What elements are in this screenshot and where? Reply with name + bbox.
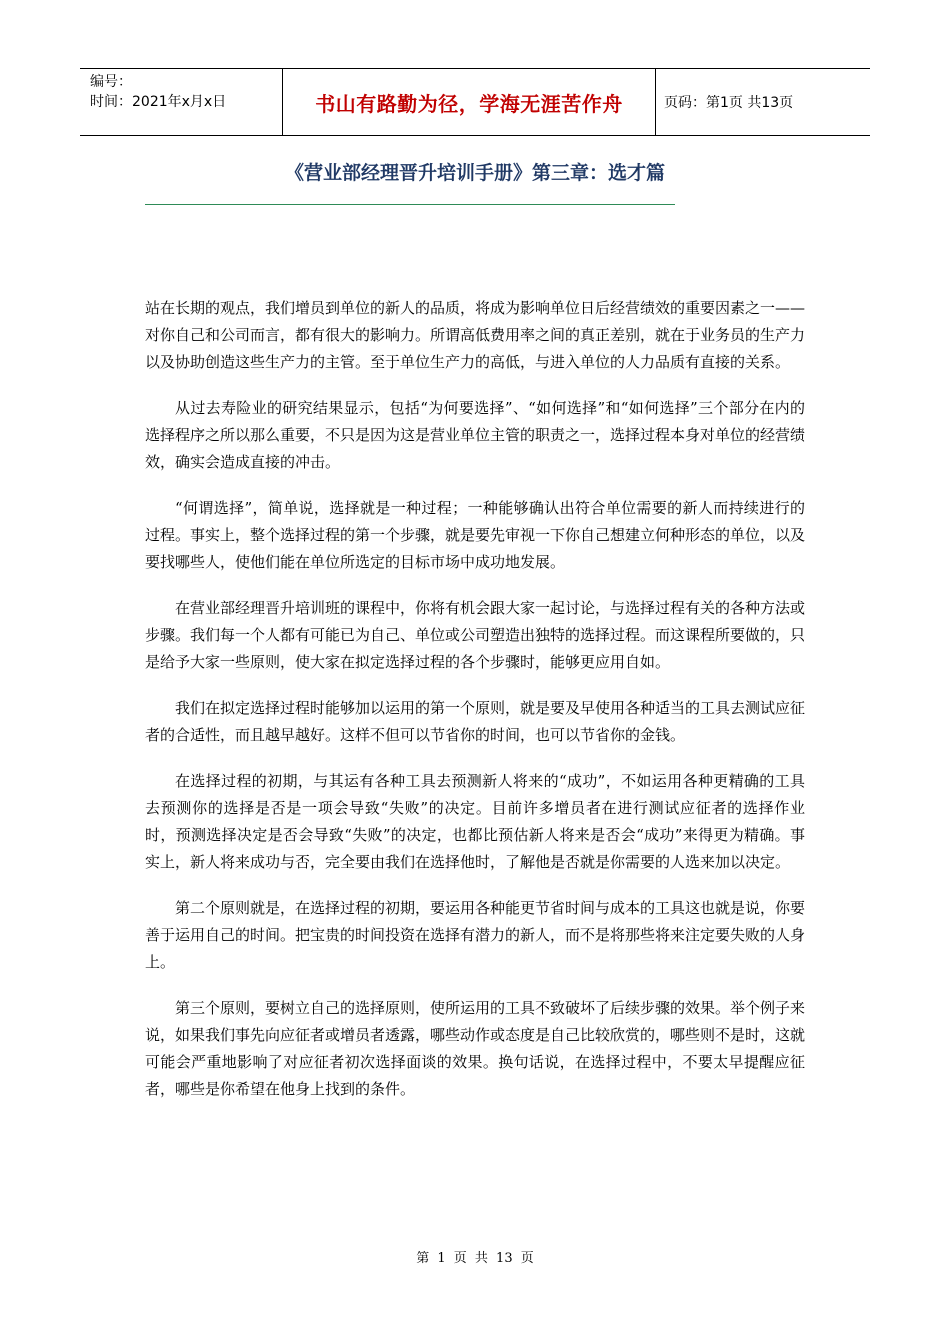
header-motto-cell [282,69,656,135]
header-motto: 书山有路勤为径，学海无涯苦作舟 [315,91,623,116]
header-table [80,68,870,136]
title-underline [145,204,675,205]
paragraph: 第三个原则，要树立自己的选择原则，使所运用的工具不致破坏了后续步骤的效果。举个例子来说，如果我们事先向应征者或增员者透露，哪些动作或态度是自己比较欣赏的，哪些则不是时，这就可能会严重地影响了对应征者初次选择面谈的效果。换句话说，在选择过程中，不要太早提醒应征者，哪些是你希望在他身上找到的条件。 [145,999,806,1098]
header-page-info: 页码：第1页 共13页 [664,95,794,111]
page-footer: 第 1 页 共 13 页 [416,1251,534,1266]
paragraph: 在营业部经理晋升培训班的课程中，你将有机会跟大家一起讨论，与选择过程有关的各种方法或步骤。我们每一个人都有可能已为自己、单位或公司塑造出独特的选择过程。而这课程所要做的，只是给予大家一些原则，使大家在拟定选择过程的各个步骤时，能够更应用自如。 [145,599,806,671]
paragraph: 第二个原则就是，在选择过程的初期，要运用各种能更节省时间与成本的工具这也就是说，你要善于运用自己的时间。把宝贵的时间投资在选择有潜力的新人，而不是将那些将来注定要失败的人身上。 [145,899,806,971]
paragraph: 从过去寿险业的研究结果显示，包括“为何要选择”、“如何选择”和“如何选择”三个部分在内的选择程序之所以那么重要，不只是因为这是营业单位主管的职责之一，选择过程本身对单位的经营绩效，确实会造成直接的冲击。 [145,399,806,471]
header-meta-cell [80,69,282,135]
header-page-cell [656,69,870,135]
paragraph: 在选择过程的初期，与其运有各种工具去预测新人将来的“成功”，不如运用各种更精确的工具去预测你的选择是否是一项会导致“失败”的决定。目前许多增员者在进行测试应征者的选择作业时，预测选择决定是否会导致“失败”的决定，也都比预估新人将来是否会“成功”来得更为精确。事实上，新人将来成功与否，完全要由我们在选择他时，了解他是否就是你需要的人选来加以决定。 [145,772,805,871]
paragraph: 站在长期的观点，我们增员到单位的新人的品质，将成为影响单位日后经营绩效的重要因素之一——对你自己和公司而言，都有很大的影响力。所谓高低费用率之间的真正差别，就在于业务员的生产力以及协助创造这些生产力的主管。至于单位生产力的高低，与进入单位的人力品质有直接的关系。 [145,299,806,371]
document-number-label: 编号： [90,74,132,90]
paragraph: “何谓选择”，简单说，选择就是一种过程；一种能够确认出符合单位需要的新人而持续进行的过程。事实上，整个选择过程的第一个步骤，就是要先审视一下你自己想建立何种形态的单位，以及要找哪些人，使他们能在单位所选定的目标市场中成功地发展。 [145,499,806,571]
document-date-label: 时间：2021年x月x日 [90,94,227,110]
document-body [145,295,805,1122]
paragraph: 我们在拟定选择过程时能够加以运用的第一个原则，就是要及早使用各种适当的工具去测试应征者的合适性，而且越早越好。这样不但可以节省你的时间，也可以节省你的金钱。 [145,699,806,744]
document-title: 《营业部经理晋升培训手册》第三章：选才篇 [284,162,665,184]
